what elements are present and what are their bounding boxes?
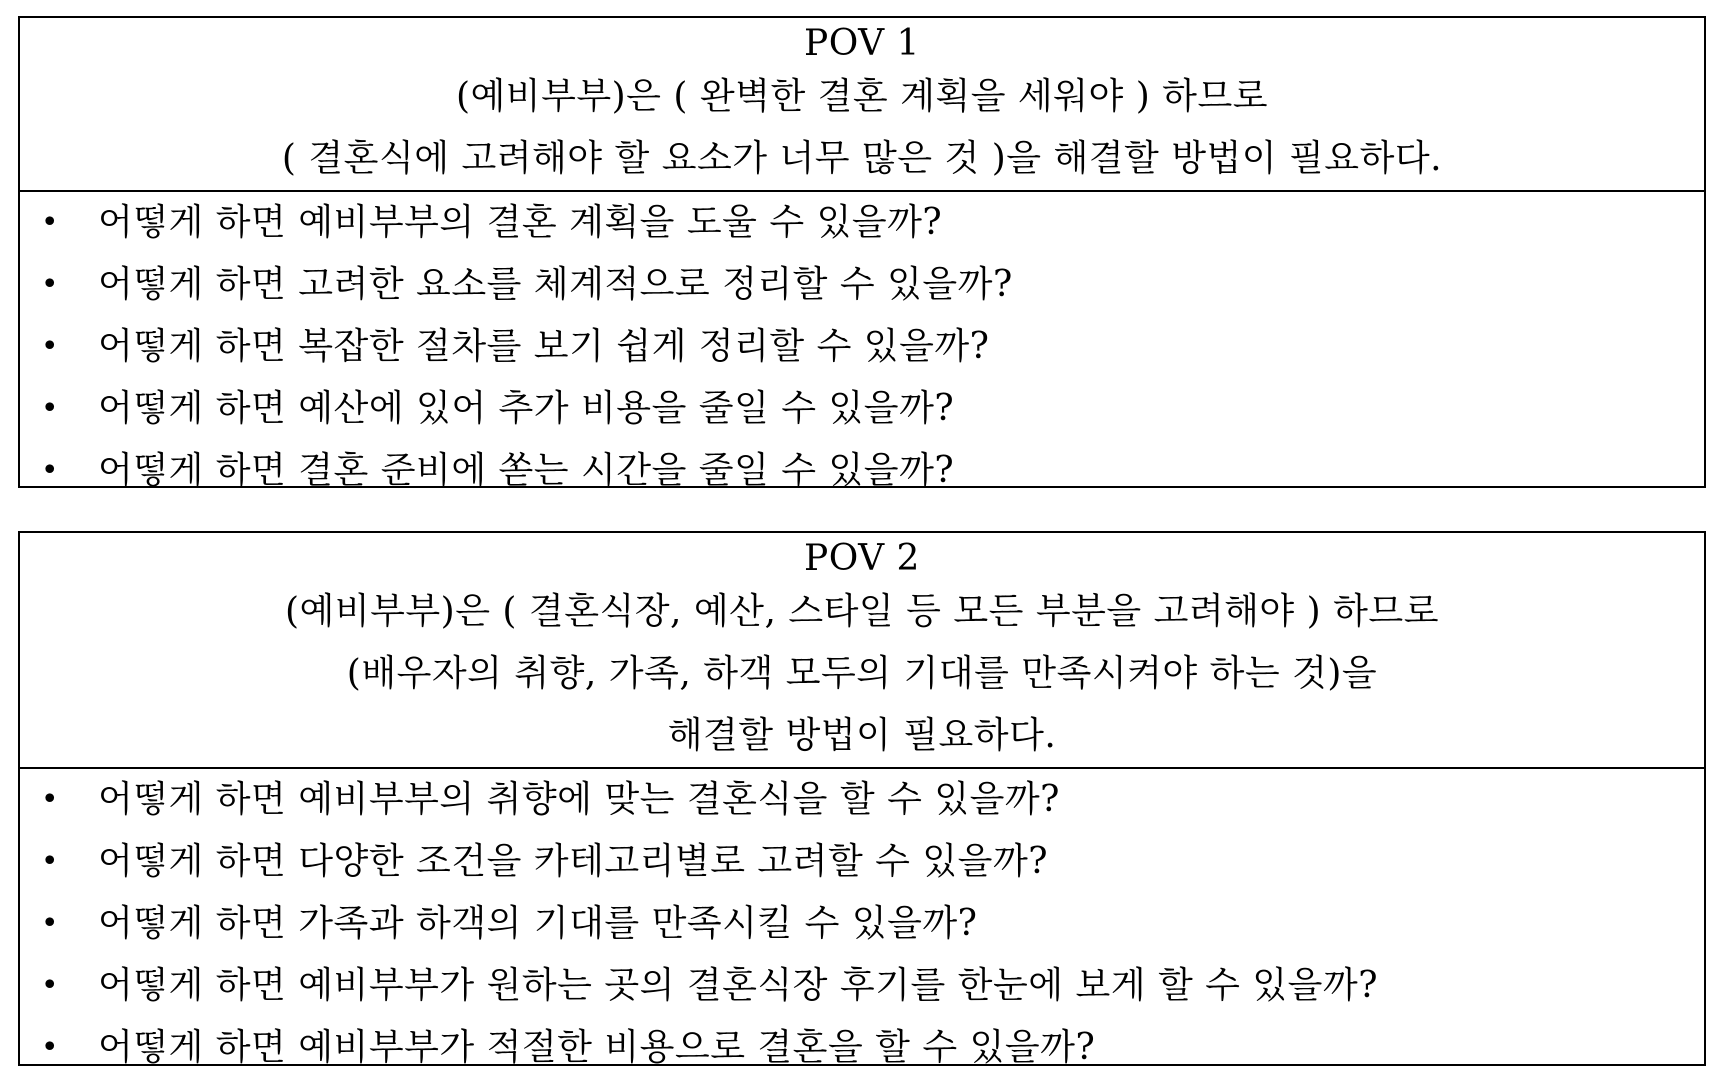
bullet-icon: • [40, 205, 60, 240]
pov-1-question-item [20, 440, 1704, 502]
pov-2-question-text: 어떻게 하면 예비부부가 원하는 곳의 결혼식장 후기를 한눈에 보게 할 수 있을까? [98, 965, 1379, 1006]
pov-1-title: POV 1 [804, 23, 920, 64]
pov-1-question-text: 어떻게 하면 예비부부의 결혼 계획을 도울 수 있을까? [98, 202, 943, 243]
bullet-icon: • [40, 391, 60, 426]
pov-2-question-item [20, 831, 1704, 893]
pov-1-question-text: 어떻게 하면 고려한 요소를 체계적으로 정리할 수 있을까? [98, 264, 1013, 305]
pov-2-question-item [20, 955, 1704, 1017]
pov-2-statement-line-3: 해결할 방법이 필요하다. [667, 715, 1057, 756]
pov-1-question-item [20, 378, 1704, 440]
bullet-icon: • [40, 782, 60, 817]
pov-2-question-text: 어떻게 하면 가족과 하객의 기대를 만족시킬 수 있을까? [98, 903, 978, 944]
bullet-icon: • [40, 267, 60, 302]
pov-1-question-item [20, 192, 1704, 254]
bullet-icon: • [40, 453, 60, 488]
bullet-icon: • [40, 329, 60, 364]
pov-2-question-text: 어떻게 하면 예비부부가 적절한 비용으로 결혼을 할 수 있을까? [98, 1027, 1096, 1068]
pov-2-question-text: 어떻게 하면 예비부부의 취향에 맞는 결혼식을 할 수 있을까? [98, 779, 1060, 820]
pov-2-title: POV 2 [804, 538, 920, 579]
pov-2-table [18, 531, 1706, 1066]
pov-2-header [20, 533, 1704, 769]
bullet-icon: • [40, 1030, 60, 1065]
pov-1-question-text: 어떻게 하면 복잡한 절차를 보기 쉽게 정리할 수 있을까? [98, 326, 990, 367]
pov-2-question-item [20, 769, 1704, 831]
bullet-icon: • [40, 906, 60, 941]
pov-1-question-list [20, 192, 1704, 502]
pov-1-statement-line-2: ( 결혼식에 고려해야 할 요소가 너무 많은 것 )을 해결할 방법이 필요하다. [281, 138, 1443, 179]
pov-2-statement-line-2: (배우자의 취향, 가족, 하객 모두의 기대를 만족시켜야 하는 것)을 [346, 653, 1378, 694]
bullet-icon: • [40, 844, 60, 879]
pov-1-table [18, 16, 1706, 491]
pov-1-header [20, 18, 1704, 192]
pov-2-statement-line-1: (예비부부)은 ( 결혼식장, 예산, 스타일 등 모든 부분을 고려해야 ) 하므로 [285, 591, 1439, 632]
pov-1-question-text: 어떻게 하면 결혼 준비에 쏟는 시간을 줄일 수 있을까? [98, 450, 955, 491]
bullet-icon: • [40, 968, 60, 1003]
pov-2-question-list [20, 769, 1704, 1079]
pov-1-question-text: 어떻게 하면 예산에 있어 추가 비용을 줄일 수 있을까? [98, 388, 955, 429]
pov-2-question-text: 어떻게 하면 다양한 조건을 카테고리별로 고려할 수 있을까? [98, 841, 1049, 882]
pov-2-question-item [20, 1017, 1704, 1079]
pov-1-statement-line-1: (예비부부)은 ( 완벽한 결혼 계획을 세워야 ) 하므로 [455, 76, 1269, 117]
pov-1-question-item [20, 254, 1704, 316]
pov-1-question-item [20, 316, 1704, 378]
pov-2-question-item [20, 893, 1704, 955]
